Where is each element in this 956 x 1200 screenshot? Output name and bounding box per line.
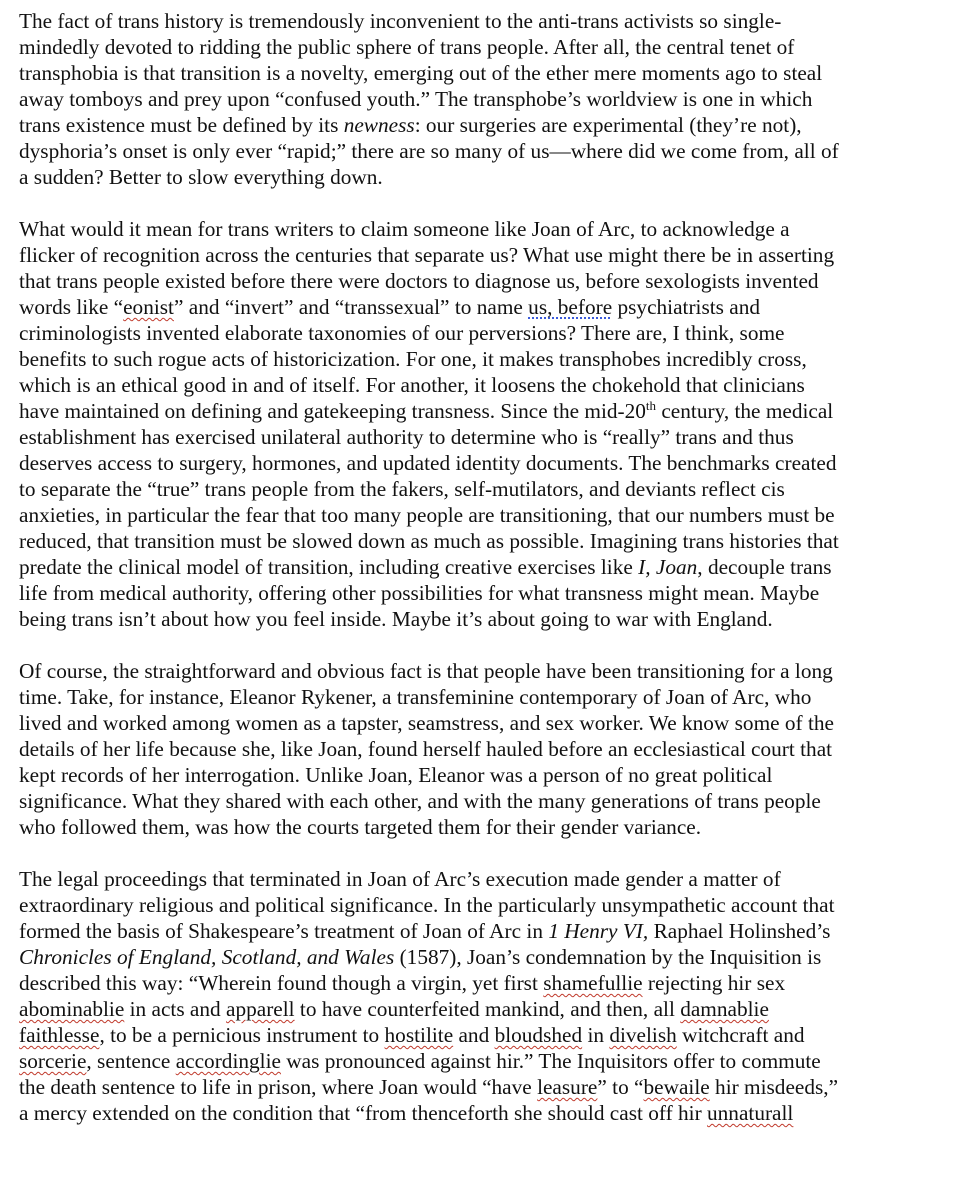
- text-line: mindedly devoted to ridding the public sphere of trans people. After all, the central tenet of: [19, 35, 795, 59]
- text-line: faithlesse, to be a pernicious instrument to hostilite and bloudshed in divelish witchcraft and: [19, 1023, 805, 1047]
- text-line: The legal proceedings that terminated in Joan of Arc’s execution made gender a matter of: [19, 867, 781, 891]
- text-line: Chronicles of England, Scotland, and Wales (1587), Joan’s condemnation by the Inquisition is: [19, 945, 822, 969]
- text-line: establishment has exercised unilateral authority to determine who is “really” trans and thus: [19, 425, 794, 449]
- text-line: a sudden? Better to slow everything down.: [19, 165, 383, 189]
- spelling-error-word[interactable]: apparell: [226, 997, 295, 1021]
- text-line: described this way: “Wherein found though a virgin, yet first shamefullie rejecting hir sex: [19, 971, 786, 995]
- spelling-error-word[interactable]: abominablie: [19, 997, 125, 1021]
- spelling-error-word[interactable]: damnablie: [680, 997, 769, 1021]
- text-line: words like “eonist” and “invert” and “transsexual” to name us, before psychiatrists and: [19, 295, 761, 319]
- text-line: significance. What they shared with each other, and with the many generations of trans people: [19, 789, 821, 813]
- text-line: who followed them, was how the courts targeted them for their gender variance.: [19, 815, 702, 839]
- text-line: What would it mean for trans writers to claim someone like Joan of Arc, to acknowledge a: [19, 217, 790, 241]
- text-line: extraordinary religious and political significance. In the particularly unsympathetic account that: [19, 893, 835, 917]
- document-page[interactable]: [19, 8, 949, 1152]
- spelling-error-word[interactable]: faithlesse: [19, 1023, 100, 1047]
- spelling-error-word[interactable]: leasure: [537, 1075, 598, 1099]
- paragraph-1: [19, 8, 949, 190]
- text-line: sorcerie, sentence accordinglie was pronounced against hir.” The Inquisitors offer to commute: [19, 1049, 821, 1073]
- text-line: abominablie in acts and apparell to have counterfeited mankind, and then, all damnablie: [19, 997, 769, 1021]
- spelling-error-word[interactable]: bloudshed: [494, 1023, 583, 1047]
- paragraph-2: [19, 216, 949, 632]
- text-line: criminologists invented elaborate taxonomies of our perversions? There are, I think, some: [19, 321, 785, 345]
- spelling-error-word[interactable]: bewaile: [643, 1075, 710, 1099]
- text-line: transphobia is that transition is a novelty, emerging out of the ether mere moments ago to steal: [19, 61, 823, 85]
- text-line: anxieties, in particular the fear that too many people are transitioning, that our numbers must be: [19, 503, 835, 527]
- text-line: deserves access to surgery, hormones, and updated identity documents. The benchmarks created: [19, 451, 837, 475]
- spelling-error-word[interactable]: accordinglie: [175, 1049, 281, 1073]
- italic-title: 1 Henry VI,: [548, 919, 649, 943]
- text-line: benefits to such rogue acts of historicization. For one, it makes transphobes incredibly cross,: [19, 347, 807, 371]
- text-line: the death sentence to life in prison, where Joan would “have leasure” to “bewaile hir misdeeds,”: [19, 1075, 839, 1099]
- italic-title: Chronicles of England, Scotland, and Wales: [19, 945, 395, 969]
- text-line: reduced, that transition must be slowed down as much as possible. Imagining trans histories that: [19, 529, 839, 553]
- spelling-error-word[interactable]: unnaturall: [707, 1101, 794, 1125]
- text-line: time. Take, for instance, Eleanor Rykener, a transfeminine contemporary of Joan of Arc, who: [19, 685, 812, 709]
- spelling-error-word[interactable]: shamefullie: [543, 971, 643, 995]
- text-line: kept records of her interrogation. Unlike Joan, Eleanor was a person of no great political: [19, 763, 773, 787]
- text-line: trans existence must be defined by its newness: our surgeries are experimental (they’re not),: [19, 113, 802, 137]
- text-line: details of her life because she, like Joan, found herself hauled before an ecclesiastical court that: [19, 737, 833, 761]
- spelling-error-word[interactable]: hostilite: [384, 1023, 454, 1047]
- text-line: which is an ethical good in and of itself. For another, it loosens the chokehold that clinicians: [19, 373, 805, 397]
- text-line: The fact of trans history is tremendously inconvenient to the anti-trans activists so single-: [19, 9, 782, 33]
- text-line: that trans people existed before there were doctors to diagnose us, before sexologists invented: [19, 269, 819, 293]
- text-line: dysphoria’s onset is only ever “rapid;” there are so many of us—where did we come from, all of: [19, 139, 839, 163]
- text-line: formed the basis of Shakespeare’s treatment of Joan of Arc in 1 Henry VI, Raphael Holinshed’s: [19, 919, 831, 943]
- paragraph-3: [19, 658, 949, 840]
- grammar-flag-phrase[interactable]: us, before: [528, 295, 613, 319]
- text-line: have maintained on defining and gatekeeping transness. Since the mid-20th century, the medical: [19, 397, 834, 423]
- spelling-error-word[interactable]: eonist: [123, 295, 174, 319]
- text-line: a mercy extended on the condition that “from thenceforth she should cast off hir unnaturall: [19, 1101, 794, 1125]
- italic-emphasis: newness: [343, 113, 415, 137]
- text-line: to separate the “true” trans people from the fakers, self-mutilators, and deviants reflect cis: [19, 477, 785, 501]
- text-line: flicker of recognition across the centuries that separate us? What use might there be in asserting: [19, 243, 835, 267]
- paragraph-4: [19, 866, 949, 1126]
- text-line: Of course, the straightforward and obvious fact is that people have been transitioning for a long: [19, 659, 833, 683]
- superscript: th: [645, 397, 657, 413]
- text-line: life from medical authority, offering other possibilities for what transness might mean. Maybe: [19, 581, 820, 605]
- text-line: predate the clinical model of transition, including creative exercises like I, Joan, decouple trans: [19, 555, 832, 579]
- italic-title: I, Joan: [638, 555, 698, 579]
- text-line: lived and worked among women as a tapster, seamstress, and sex worker. We know some of the: [19, 711, 834, 735]
- spelling-error-word[interactable]: sorcerie: [19, 1049, 87, 1073]
- text-line: away tomboys and prey upon “confused youth.” The transphobe’s worldview is one in which: [19, 87, 813, 111]
- spelling-error-word[interactable]: divelish: [609, 1023, 677, 1047]
- text-line: being trans isn’t about how you feel inside. Maybe it’s about going to war with England.: [19, 607, 773, 631]
